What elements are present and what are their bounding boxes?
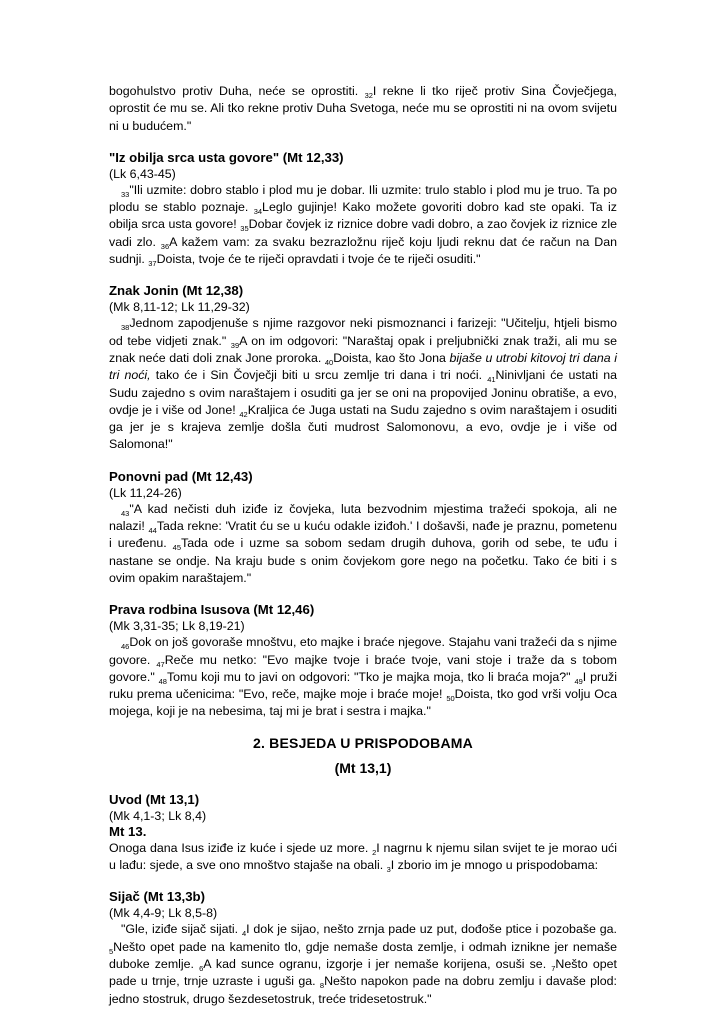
text: Nešto opet pade u trnje, trnje uzraste i uguši ga. [109, 956, 617, 989]
verse-number: 48 [158, 676, 167, 686]
text: I dok je sijao, nešto zrnja pade uz put, dođoše ptice i pozobaše ga. [246, 922, 617, 937]
verse-number: 41 [487, 375, 496, 385]
text: Tada ode i uzme sa sobom sedam drugih duhova, gorih od sebe, te uđu i nastane se ondje. Na kraju bude s onim čovjekom gore nego na početku. Tako će biti i s ovim opakim naraštajem." [109, 536, 617, 585]
verse-number: 38 [121, 323, 130, 333]
paragraph-top [109, 83, 617, 135]
section-iz-obilja [109, 149, 617, 268]
text: "Ili uzmite: dobro stablo i plod mu je dobar. Ili uzmite: trulo stablo i plod mu je truo. Ta po plodu se stablo poznaje. [109, 182, 617, 215]
verse-number: 46 [121, 642, 130, 652]
verse-number: 35 [240, 224, 249, 234]
text: Kraljica će Juga ustati na Sudu zajedno s ovim naraštajem i osuditi ga jer je s krajeva zemlje došla čuti mudrost Salomonovu, a evo, ovdje je i više od Salomona!" [109, 402, 617, 452]
text: bogohulstvo protiv Duha, neće se oprostiti. [109, 84, 365, 98]
text: I zborio im je mnogo u prispodobama: [390, 858, 599, 873]
verse-number: 5 [109, 946, 114, 956]
text: "A kad nečisti duh iziđe iz čovjeka, luta bezvodnim mjestima tražeći spokoja, ali ne nalazi! [109, 501, 617, 534]
text: Doista, tko god vrši volju Oca mojega, koji je na nebesima, taj mi je brat i sestra i majka." [109, 687, 617, 719]
chapter-title: 2. BESJEDA U PRISPODOBAMA [253, 734, 473, 751]
verse-number: 2 [372, 847, 377, 857]
verse-number: 36 [160, 241, 170, 251]
text: Doista, tvoje će te riječi opravdati i tvoje će te riječi osuditi." [156, 252, 481, 267]
text: I pruži ruku prema učenicima: "Evo, reče, majke moje i braće moje! [109, 669, 617, 702]
verse-number: 45 [172, 543, 182, 553]
section-ponovni-pad [109, 468, 617, 587]
section-znak-jonin [109, 282, 617, 453]
verse-number: 3 [386, 865, 391, 875]
verse-number: 6 [199, 963, 204, 973]
verse-number: 37 [148, 259, 157, 269]
section-text [109, 501, 617, 587]
section-heading: Uvod (Mt 13,1) [109, 791, 200, 807]
section-sijac [109, 888, 617, 1007]
section-heading: Ponovni pad (Mt 12,43) [109, 468, 253, 484]
section-uvod [109, 791, 617, 875]
verse-number: 8 [319, 981, 325, 991]
section-text [109, 634, 617, 720]
text: "Gle, iziđe sijač sijati. [121, 922, 242, 937]
section-text [109, 921, 617, 1007]
text: I rekne li tko riječ protiv Sina Čovječjega, oprostit će mu se. Ali tko rekne protiv Duha Svetoga, neće mu se oprostiti ni na ovom svijetu ni u budućem." [109, 84, 617, 133]
section-heading: Znak Jonin (Mt 12,38) [109, 283, 244, 299]
text: A on im odgovori: "Naraštaj opak i preljubnički znak traži, ali mu se znak neće dati doli znak Jone proroka. [109, 333, 617, 365]
text: Leglo gujinje! Kako možete govoriti dobro kad ste opaki. Ta iz obilja srca usta govore! [109, 200, 617, 232]
verse-number: 43 [121, 508, 130, 518]
verse-number: 32 [364, 91, 373, 100]
verse-number: 40 [324, 357, 334, 367]
chapter-marker: Mt 13. [109, 823, 147, 839]
text: tako će i Sin Čovječji biti u srcu zemlje tri dana i tri noći. [150, 368, 488, 383]
section-heading: "Iz obilja srca usta govore" (Mt 12,33) [109, 149, 344, 165]
text: Doista, kao što Jona [333, 350, 450, 365]
section-text [109, 315, 617, 453]
verse-number: 44 [148, 526, 157, 536]
verse-number: 34 [253, 207, 263, 217]
text: Dok on još govoraše mnoštvu, eto majke i braće njegove. Stajahu vani tražeći da s njime govore. [109, 635, 617, 667]
section-prava-rodbina [109, 601, 617, 720]
chapter-subtitle: (Mt 13,1) [334, 759, 392, 776]
cross-reference: (Lk 6,43-45) [109, 166, 176, 181]
text: Onoga dana Isus iziđe iz kuće i sjede uz more. [109, 840, 373, 855]
text: Nešto napokon pade na dobru zemlju i davaše plod: jedno stostruk, drugo šezdesetostruk, treće tridesetostruk." [109, 974, 617, 1006]
section-heading: Sijač (Mt 13,3b) [109, 889, 206, 905]
text: Jednom zapodjenuše s njime razgovor neki pismoznanci i farizeji: "Učitelju, htjeli bismo od tebe vidjeti znak." [109, 316, 617, 348]
text: A kad sunce ogranu, izgorje i jer nemaše korijena, osuši se. [203, 956, 552, 971]
section-text [109, 182, 617, 268]
text: Ninivljani će ustati na Sudu zajedno s ovim naraštajem i osuditi ga jer se oni na propovijed Joninu obratiše, a evo, ovdje je i više od Jone! [109, 368, 617, 417]
verse-number: 39 [230, 340, 240, 350]
text: A kažem vam: za svaku bezrazložnu riječ koju ljudi reknu dat će račun na Dan sudnji. [109, 234, 617, 267]
text: Tomu koji mu to javi on odgovori: "Tko je majka moja, tko li braća moja?" [166, 669, 575, 684]
verse-number: 42 [239, 409, 248, 419]
cross-reference: (Lk 11,24-26) [109, 485, 182, 500]
text: Dobar čovjek iz riznice dobre vadi dobro, a zao čovjek iz riznice zle vadi zlo. [109, 217, 617, 249]
italic-quote: bijaše u utrobi kitovoj tri dana i tri noći, [109, 350, 617, 383]
text: I nagrnu k njemu silan svijet te je morao ući u lađu: sjede, a sve ono mnoštvo stajaše na obali. [109, 840, 617, 873]
text: Nešto opet pade na kamenito tlo, gdje nemaše dosta zemlje, i odmah iznikne jer nemaše duboke zemlje. [109, 939, 617, 971]
section-heading: Prava rodbina Isusova (Mt 12,46) [109, 602, 315, 618]
verse-number: 7 [551, 963, 556, 973]
verse-number: 49 [574, 676, 583, 686]
verse-number: 47 [156, 659, 165, 669]
text: Tada rekne: 'Vratit ću se u kuću odakle iziđoh.' I došavši, nađe je praznu, pometenu i uređenu. [109, 519, 617, 551]
cross-reference: (Mk 4,4-9; Lk 8,5-8) [109, 906, 218, 921]
document-page [109, 83, 617, 1008]
verse-number: 50 [446, 694, 455, 704]
cross-reference: (Mk 8,11-12; Lk 11,29-32) [109, 300, 250, 315]
text: Reče mu netko: "Evo majke tvoje i braće tvoje, vani stoje i traže da s tobom govore." [109, 652, 617, 684]
verse-number: 33 [121, 189, 130, 199]
cross-reference: (Mk 3,31-35; Lk 8,19-21) [109, 619, 245, 634]
section-text [109, 840, 617, 875]
cross-reference: (Mk 4,1-3; Lk 8,4) [109, 808, 207, 823]
verse-number: 4 [241, 929, 247, 939]
